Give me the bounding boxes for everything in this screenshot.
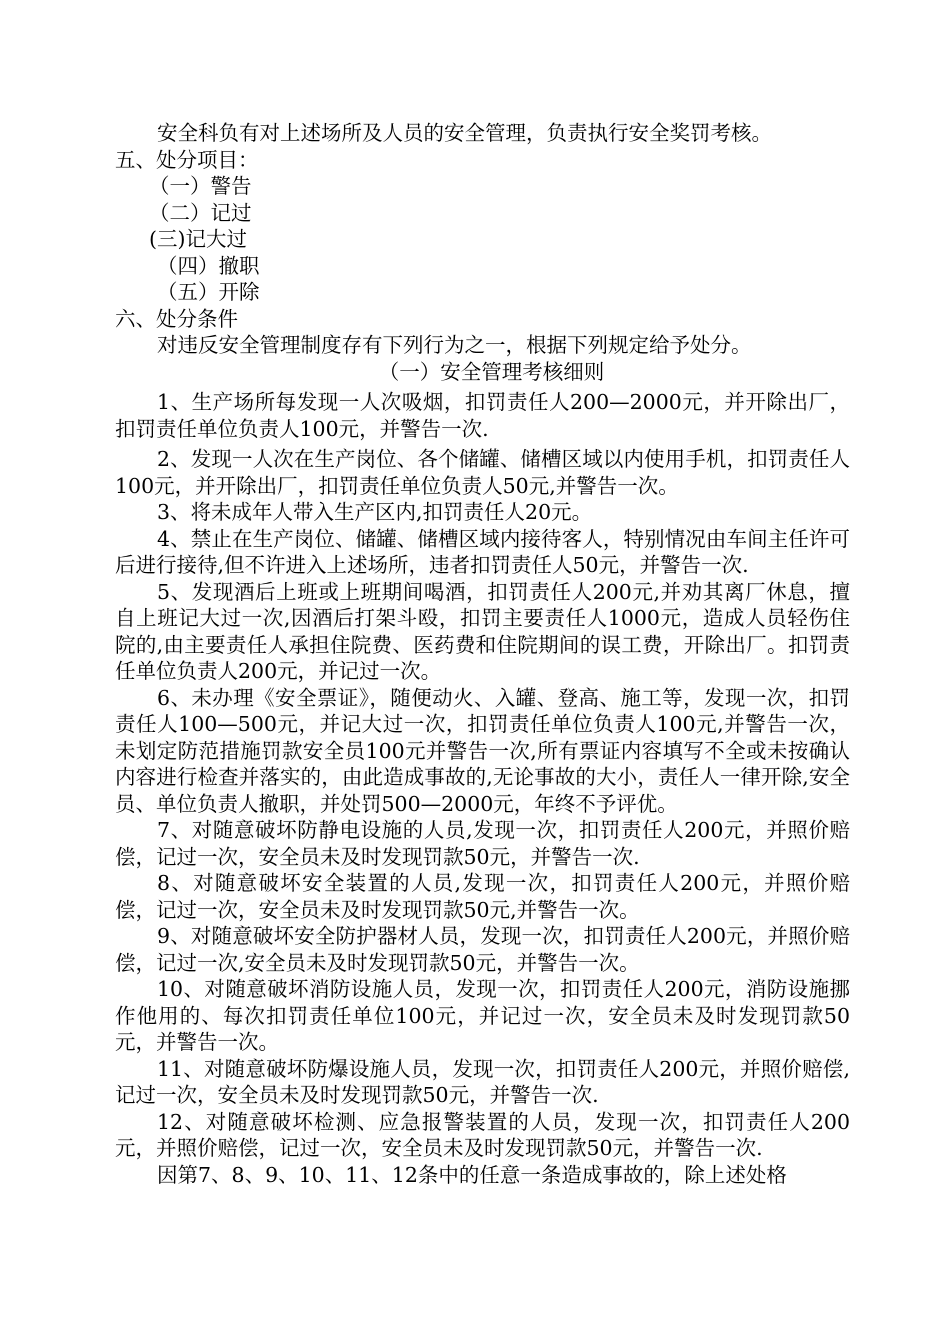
rule-paragraph: 8、对随意破坏安全装置的人员,发现一次，扣罚责任人200元，并照价赔偿，记过一次，安全员未及时发现罚款50元,并警告一次。 [115, 871, 850, 922]
rule-paragraph: 2、发现一人次在生产岗位、各个储罐、储槽区域以内使用手机，扣罚责任人100元，并开除出厂，扣罚责任单位负责人50元,并警告一次。 [115, 447, 850, 498]
rule-paragraph: 4、禁止在生产岗位、储罐、储槽区域内接待客人，特别情况由车间主任许可后进行接待,但不许进入上述场所，违者扣罚责任人50元，并警告一次. [115, 526, 850, 577]
punishment-item-demerit: （二）记过 [149, 200, 252, 225]
rule-paragraph: 10、对随意破坏消防设施人员，发现一次，扣罚责任人200元，消防设施挪作他用的、每次扣罚责任单位100元，并记过一次，安全员未及时发现罚款50元，并警告一次。 [115, 977, 850, 1054]
rule-paragraph: 12、对随意破坏检测、应急报警装置的人员，发现一次，扣罚责任人200元，并照价赔偿，记过一次，安全员未及时发现罚款50元，并警告一次. [115, 1109, 850, 1160]
punishment-item-warning: （一）警告 [149, 174, 252, 198]
rule-paragraph: 3、将未成年人带入生产区内,扣罚责任人20元。 [157, 500, 593, 524]
rule-paragraph: 11、对随意破坏防爆设施人员，发现一次，扣罚责任人200元，并照价赔偿,记过一次，安全员未及时发现罚款50元，并警告一次. [115, 1056, 850, 1107]
section-6-intro: 对违反安全管理制度存有下列行为之一，根据下列规定给予处分。 [157, 333, 752, 357]
rule-paragraph: 6、未办理《安全票证》，随便动火、入罐、登高、施工等，发现一次，扣罚责任人100—500元，并记大过一次，扣罚责任单位负责人100元,并警告一次，未划定防范措施罚款安全员100元并警告一次,所有票证内容填写不全或未按确认内容进行检查并落实的，由此造成事故的,无论事故的大小，责任人一律开除,安全员、单位负责人撤职，并处罚500—2000元，年终不予评优。 [115, 685, 850, 816]
rule-paragraph: 7、对随意破坏防静电设施的人员,发现一次，扣罚责任人200元，并照价赔偿，记过一次，安全员未及时发现罚款50元，并警告一次. [115, 818, 850, 869]
section-6-heading: 六、处分条件 [115, 306, 238, 331]
punishment-item-major-demerit: (三)记大过 [149, 227, 247, 251]
punishment-item-dismissal-from-post: （四）撤职 [157, 253, 260, 278]
rule-paragraph: 1、生产场所每发现一人次吸烟，扣罚责任人200—2000元，并开除出厂，扣罚责任单位负责人100元，并警告一次. [115, 390, 850, 441]
section-5-heading: 五、处分项目： [115, 147, 259, 172]
closing-paragraph: 因第7、8、9、10、11、12条中的任意一条造成事故的，除上述处格 [157, 1162, 787, 1187]
intro-paragraph: 安全科负有对上述场所及人员的安全管理，负责执行安全奖罚考核。 [157, 121, 772, 145]
rule-paragraph: 9、对随意破坏安全防护器材人员，发现一次，扣罚责任人200元，并照价赔偿，记过一次,安全员未及时发现罚款50元，并警告一次。 [115, 924, 850, 975]
document-page [115, 120, 850, 1188]
subsection-title: （一）安全管理考核细则 [378, 359, 605, 384]
rule-paragraph: 5、发现酒后上班或上班期间喝酒，扣罚责任人200元,并劝其离厂休息，擅自上班记大过一次,因酒后打架斗殴，扣罚主要责任人1000元，造成人员轻伤住院的,由主要责任人承担住院费、医药费和住院期间的误工费，开除出厂。扣罚责任单位负责人200元，并记过一次。 [115, 579, 850, 683]
punishment-item-expulsion: （五）开除 [157, 280, 260, 304]
